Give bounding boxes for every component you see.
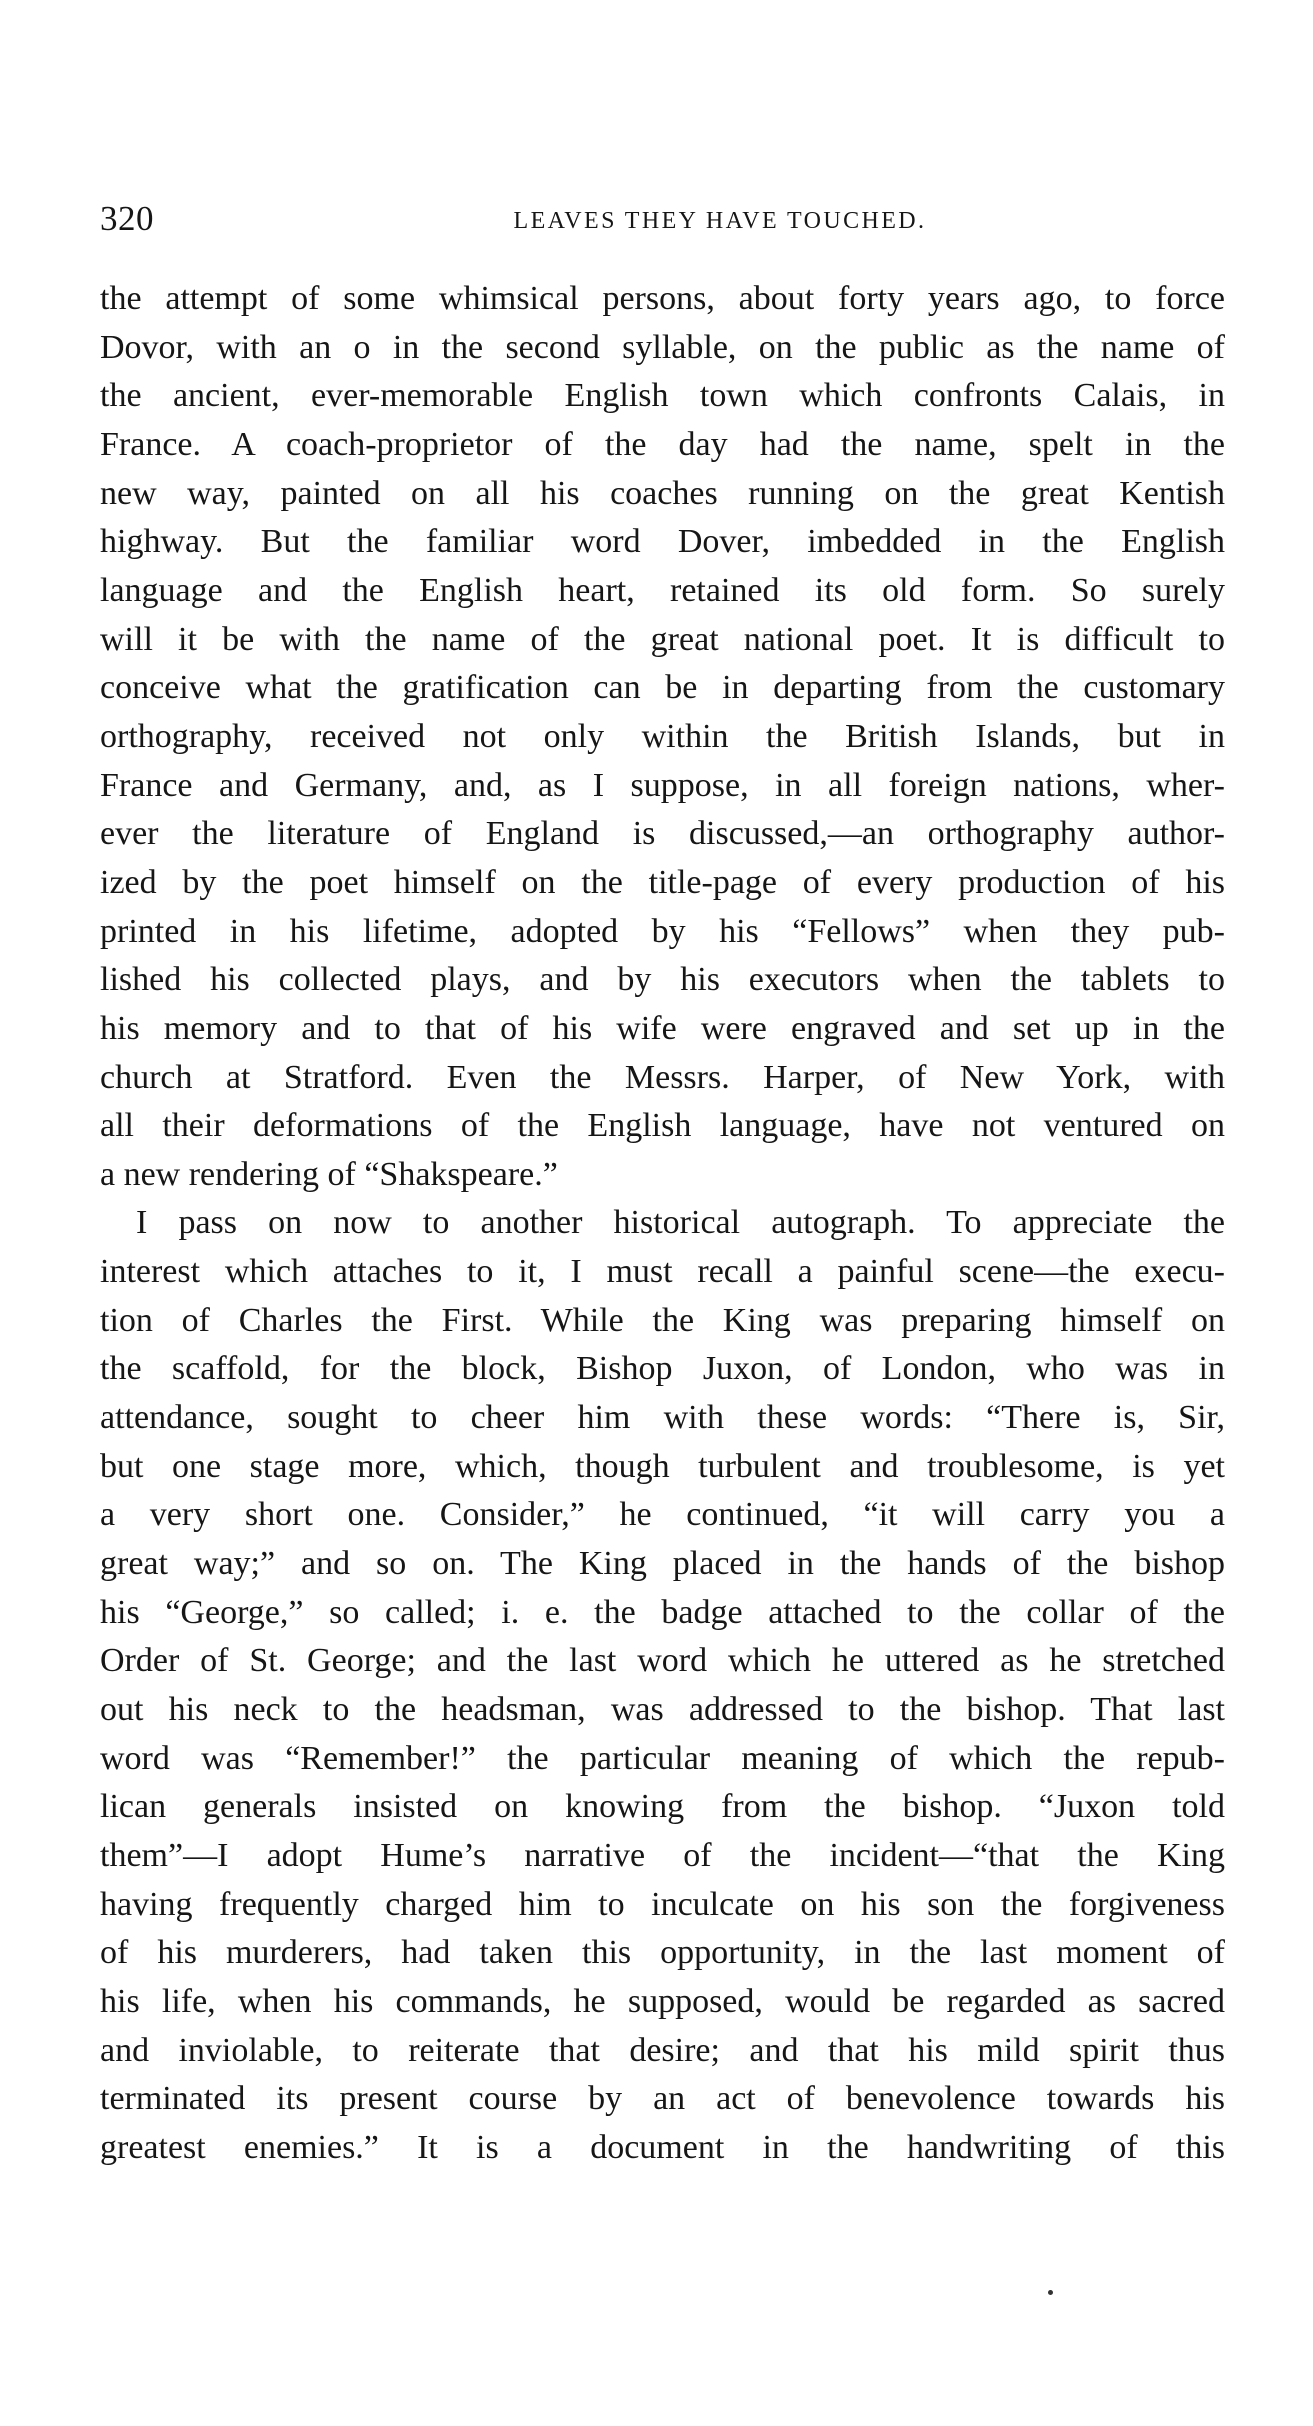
text-line: them”—I adopt Hume’s narrative of the incident—“that the King	[100, 1837, 1225, 1874]
paragraph-start-line: I pass on now to another historical autograph. To appreciate the	[136, 1204, 1225, 1242]
text-line: his “George,” so called; i. e. the badge attached to the collar of the	[100, 1593, 1225, 1631]
text-line: all their deformations of the English language, have not ventured on	[100, 1107, 1225, 1145]
ink-speck	[1048, 2290, 1053, 2295]
text-line: ever the literature of England is discussed,—an orthography author-	[100, 815, 1225, 853]
text-line: lican generals insisted on knowing from the bishop. “Juxon told	[100, 1788, 1225, 1826]
text-line: Order of St. George; and the last word which he uttered as he stretched	[100, 1642, 1225, 1680]
text-line: the attempt of some whimsical persons, about forty years ago, to force	[100, 280, 1225, 317]
text-line: out his neck to the headsman, was addressed to the bishop. That last	[100, 1691, 1225, 1729]
text-line: but one stage more, which, though turbulent and troublesome, is yet	[100, 1447, 1225, 1485]
text-line: will it be with the name of the great national poet. It is difficult to	[100, 620, 1225, 658]
text-line: his life, when his commands, he supposed, would be regarded as sacred	[100, 1982, 1225, 2020]
paragraph-end-line: a new rendering of “Shakspeare.”	[100, 1155, 558, 1193]
running-title: LEAVES THEY HAVE TOUCHED.	[513, 208, 927, 234]
text-line: having frequently charged him to inculcate on his son the forgiveness	[100, 1885, 1225, 1923]
running-head	[100, 196, 1225, 242]
body-text	[100, 275, 1225, 2173]
text-line: a very short one. Consider,” he continued, “it will carry you a	[100, 1496, 1225, 1534]
text-line: word was “Remember!” the particular meaning of which the repub-	[100, 1739, 1225, 1777]
text-line: France. A coach-proprietor of the day had the name, spelt in the	[100, 425, 1225, 463]
text-line: printed in his lifetime, adopted by his “Fellows” when they pub-	[100, 912, 1225, 950]
text-line: of his murderers, had taken this opportunity, in the last moment of	[100, 1934, 1225, 1972]
text-line: language and the English heart, retained its old form. So surely	[100, 571, 1225, 609]
text-line: ized by the poet himself on the title-page of every production of his	[100, 863, 1225, 901]
text-line: greatest enemies.” It is a document in the handwriting of this	[100, 2128, 1225, 2166]
text-line: conceive what the gratification can be in departing from the customary	[100, 669, 1225, 707]
page-number: 320	[100, 199, 154, 238]
text-line: France and Germany, and, as I suppose, in all foreign nations, wher-	[100, 766, 1225, 804]
text-line: and inviolable, to reiterate that desire; and that his mild spirit thus	[100, 2031, 1225, 2069]
text-line: interest which attaches to it, I must recall a painful scene—the execu-	[100, 1253, 1225, 1291]
text-line: terminated its present course by an act of benevolence towards his	[100, 2080, 1225, 2118]
text-line: Dovor, with an o in the second syllable, on the public as the name of	[100, 328, 1225, 366]
text-line: church at Stratford. Even the Messrs. Harper, of New York, with	[100, 1058, 1225, 1096]
text-line: orthography, received not only within the British Islands, but in	[100, 717, 1225, 755]
text-line: tion of Charles the First. While the King was preparing himself on	[100, 1301, 1225, 1339]
text-line: highway. But the familiar word Dover, imbedded in the English	[100, 523, 1225, 561]
text-line: the scaffold, for the block, Bishop Juxon, of London, who was in	[100, 1350, 1225, 1388]
text-line: great way;” and so on. The King placed in the hands of the bishop	[100, 1545, 1225, 1583]
text-line: lished his collected plays, and by his executors when the tablets to	[100, 961, 1225, 999]
text-line: his memory and to that of his wife were engraved and set up in the	[100, 1009, 1225, 1047]
text-line: new way, painted on all his coaches running on the great Kentish	[100, 474, 1225, 512]
text-line: the ancient, ever-memorable English town which confronts Calais, in	[100, 377, 1225, 415]
text-line: attendance, sought to cheer him with these words: “There is, Sir,	[100, 1399, 1225, 1437]
